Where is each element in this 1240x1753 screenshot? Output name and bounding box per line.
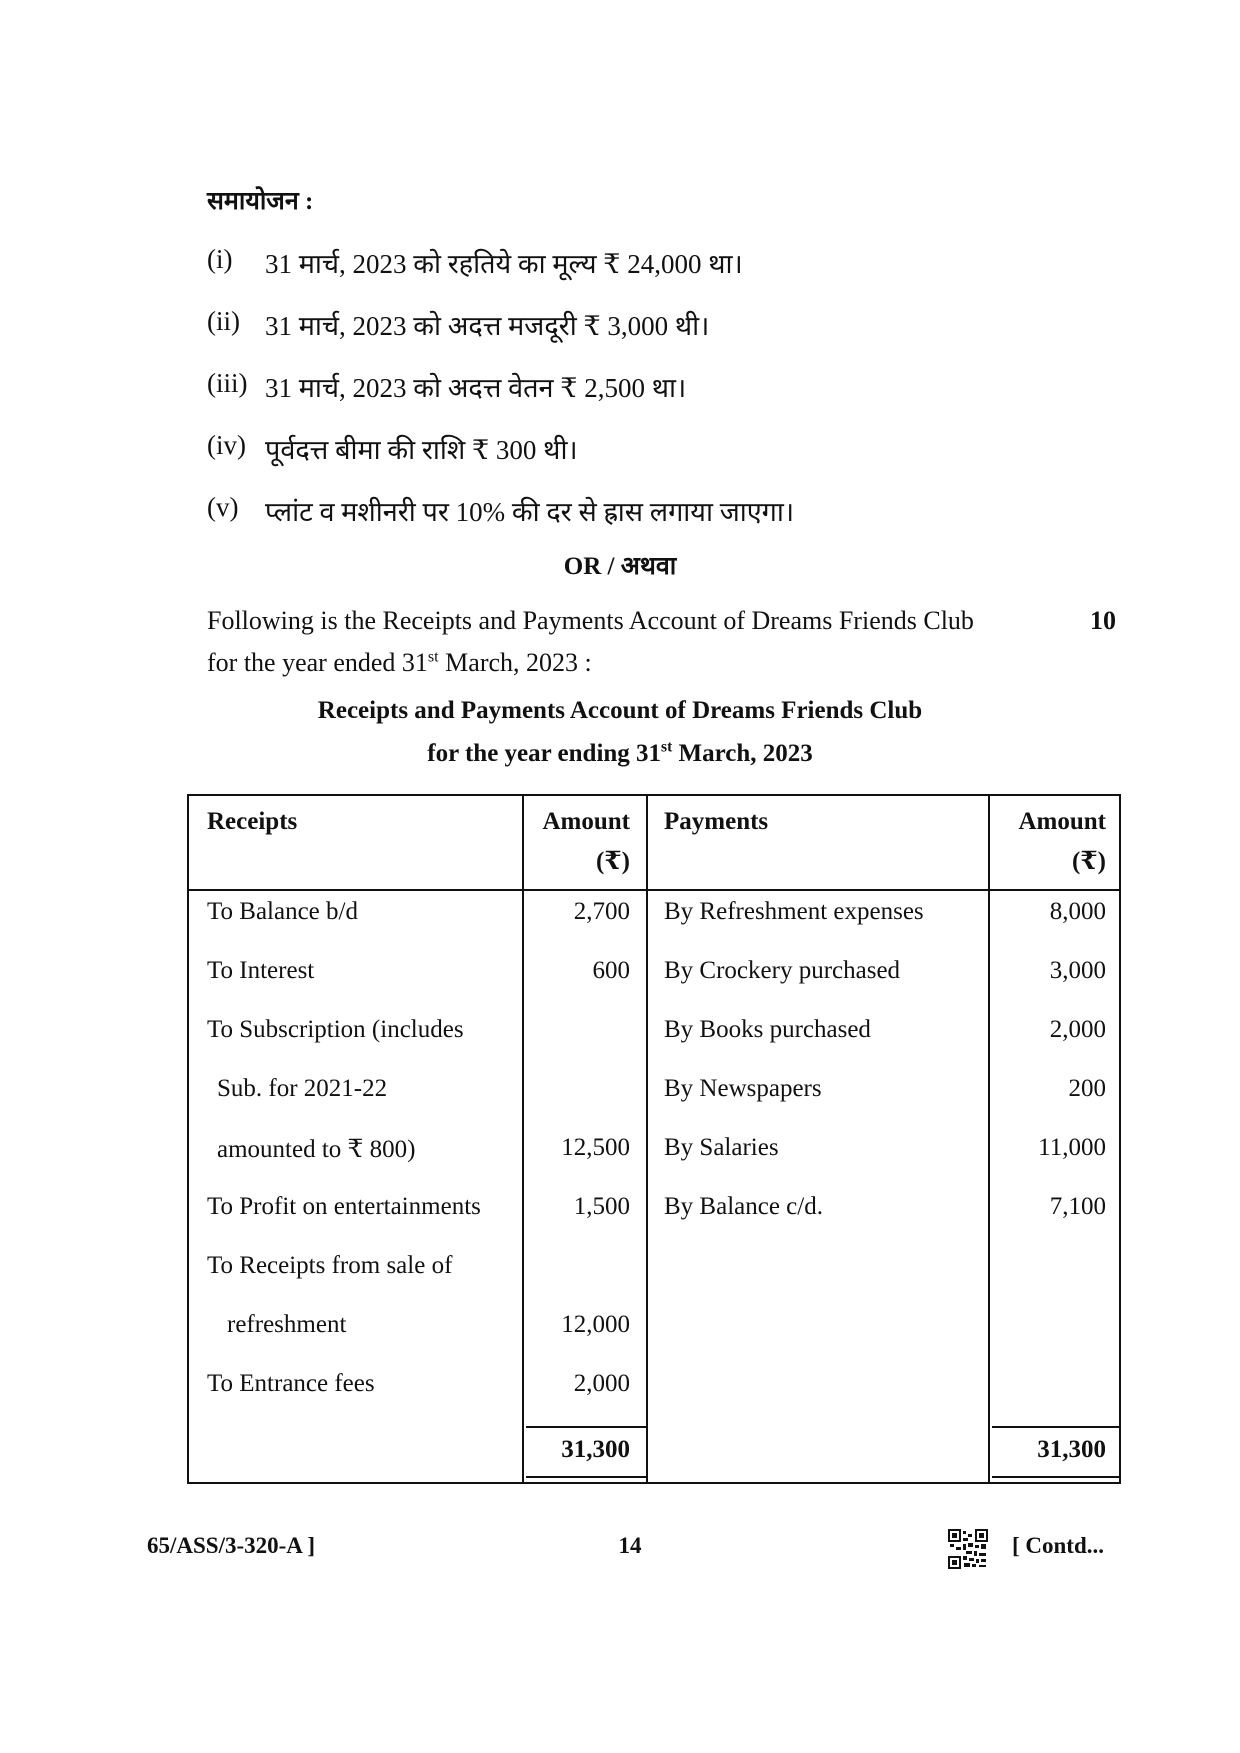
question-line-1: Following is the Receipts and Payments Account of Dreams Friends Club (207, 606, 974, 635)
payment-amount: 7,100 (1049, 1193, 1106, 1220)
receipt-row: To Subscription (includes (207, 1016, 464, 1043)
header-divider (189, 889, 1119, 891)
adjustment-item (207, 306, 709, 343)
header-amount-left: Amount (₹) (542, 808, 630, 875)
question-text (207, 600, 1067, 684)
item-text: प्लांट व मशीनरी पर 10% की दर से ह्रास लगाया जाएगा। (265, 497, 795, 527)
header-amount-right: Amount (₹) (1018, 808, 1106, 875)
payment-row: By Newspapers (664, 1075, 822, 1102)
payment-amount: 8,000 (1049, 898, 1106, 925)
receipt-row: To Interest (207, 957, 315, 984)
payment-row: By Balance c/d. (664, 1193, 823, 1220)
receipt-amount: 12,000 (561, 1311, 630, 1338)
table-title-line-1: Receipts and Payments Account of Dreams Friends Club (317, 697, 923, 724)
receipt-row: amounted to ₹ 800) (217, 1136, 416, 1163)
receipt-row: refreshment (227, 1311, 347, 1338)
payment-amount: 2,000 (1049, 1016, 1106, 1043)
item-number: (v) (207, 492, 239, 522)
payment-row: By Refreshment expenses (664, 898, 924, 925)
payment-row: By Salaries (664, 1134, 779, 1161)
question-marks: 10 (1090, 606, 1116, 635)
payment-amount: 200 (1068, 1075, 1106, 1102)
total-rule (992, 1426, 1119, 1428)
adjustment-item (207, 430, 578, 467)
payment-row: By Crockery purchased (664, 957, 901, 984)
receipt-row: To Profit on entertainments (207, 1193, 481, 1220)
paper-code: 65/ASS/3-320-A ] (147, 1533, 316, 1558)
receipt-row: To Balance b/d (207, 898, 358, 925)
header-receipts: Receipts (207, 808, 298, 835)
qr-code-icon (948, 1529, 988, 1569)
payment-amount: 3,000 (1049, 957, 1106, 984)
receipt-row: To Entrance fees (207, 1370, 375, 1397)
receipt-amount: 2,700 (573, 898, 630, 925)
table-title-line-2: for the year ending 31st March, 2023 (427, 738, 813, 767)
item-number: (iv) (207, 430, 246, 460)
total-rule (526, 1426, 646, 1428)
receipt-amount: 600 (592, 957, 630, 984)
item-number: (iii) (207, 368, 248, 398)
total-payments: 31,300 (1037, 1436, 1106, 1463)
contd-label: [ Contd... (1012, 1533, 1105, 1558)
item-text: 31 मार्च, 2023 को अदत्त वेतन ₹ 2,500 था। (265, 373, 687, 403)
payment-amount: 11,000 (1038, 1134, 1106, 1161)
item-text: पूर्वदत्त बीमा की राशि ₹ 300 थी। (265, 435, 578, 465)
receipt-amount: 1,500 (573, 1193, 630, 1220)
total-double-rule (992, 1476, 1119, 1478)
page-number: 14 (618, 1533, 642, 1558)
item-text: 31 मार्च, 2023 को रहतिये का मूल्य ₹ 24,000 था। (265, 249, 743, 279)
total-double-rule (526, 1476, 646, 1478)
adjustment-item (207, 492, 794, 529)
header-payments: Payments (664, 808, 769, 835)
adjustment-item (207, 244, 743, 281)
column-divider (646, 796, 648, 1482)
adjustment-item (207, 368, 686, 405)
receipt-amount: 12,500 (561, 1134, 630, 1161)
question-line-2: for the year ended 31st March, 2023 : (207, 648, 592, 677)
or-separator: OR / अथवा (563, 553, 677, 580)
adjustments-heading: समायोजन : (207, 188, 314, 215)
receipt-amount: 2,000 (573, 1370, 630, 1397)
receipt-row: To Receipts from sale of (207, 1252, 453, 1279)
item-number: (i) (207, 244, 233, 274)
receipt-row: Sub. for 2021-22 (217, 1075, 388, 1102)
receipts-payments-table (187, 794, 1121, 1484)
item-text: 31 मार्च, 2023 को अदत्त मजदूरी ₹ 3,000 थी। (265, 311, 710, 341)
item-number: (ii) (207, 306, 240, 336)
payment-row: By Books purchased (664, 1016, 871, 1043)
total-receipts: 31,300 (561, 1436, 630, 1463)
